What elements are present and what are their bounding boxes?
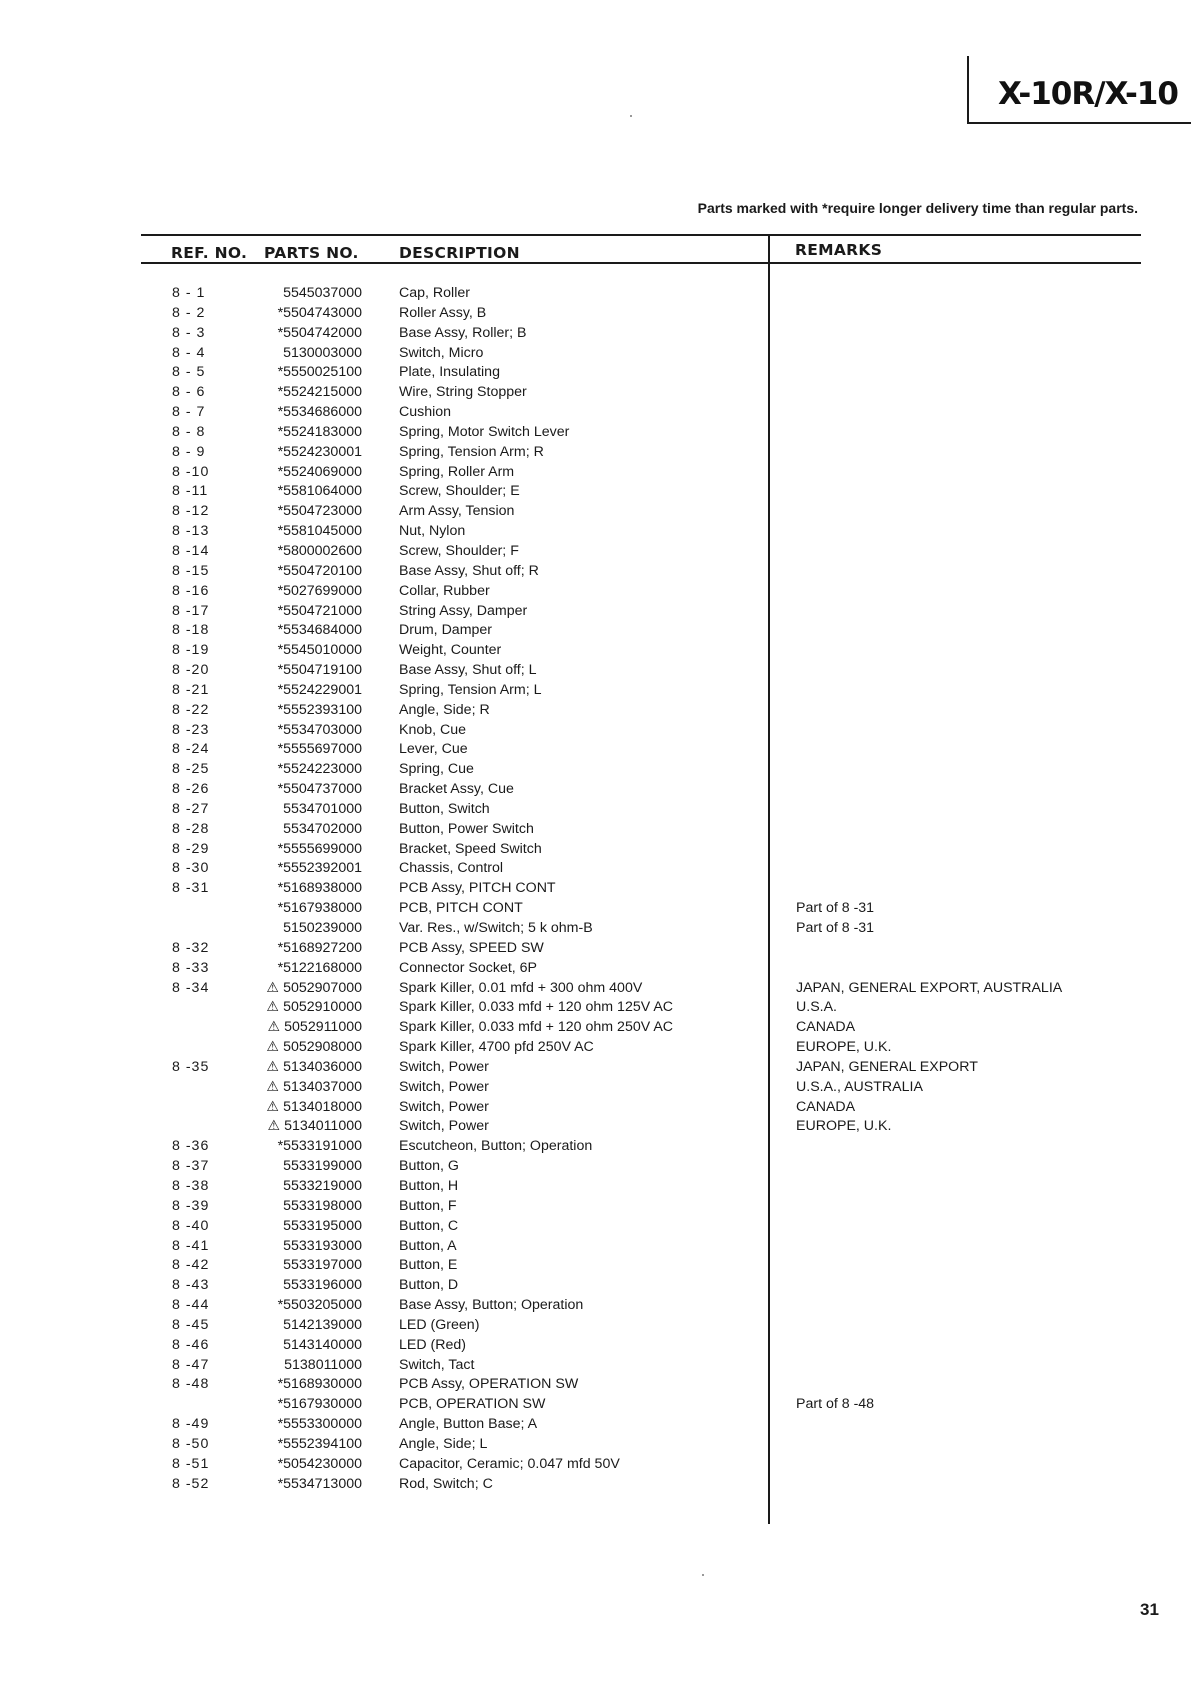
description-cell: Rod, Switch; C: [399, 1475, 493, 1492]
table-row: [0, 423, 1191, 443]
table-row: [0, 1117, 1191, 1137]
parts-no-cell: *5545010000: [277, 642, 362, 659]
ref-no-cell: 8 -37: [172, 1158, 210, 1175]
parts-no-cell: *5800002600: [277, 542, 362, 559]
parts-no-cell: *5167930000: [277, 1396, 362, 1413]
description-cell: Switch, Tact: [399, 1356, 475, 1373]
remarks-cell: JAPAN, GENERAL EXPORT: [796, 1058, 978, 1075]
table-top-rule: [141, 234, 1141, 236]
ref-no-cell: 8 -11: [172, 483, 209, 500]
parts-no-cell: ⚠ 5134037000: [266, 1078, 362, 1095]
description-cell: LED (Red): [399, 1336, 467, 1353]
table-row: [0, 1316, 1191, 1336]
parts-no-cell: 5534701000: [283, 800, 362, 817]
description-cell: Base Assy, Shut off; L: [399, 662, 537, 679]
description-cell: Wire, String Stopper: [399, 384, 527, 401]
ref-no-cell: 8 -52: [172, 1475, 210, 1492]
parts-no-cell: ⚠ 5052910000: [266, 999, 362, 1016]
description-cell: Base Assy, Button; Operation: [399, 1297, 584, 1314]
table-row: [0, 502, 1191, 522]
table-row: [0, 1197, 1191, 1217]
ref-no-cell: 8 -32: [172, 939, 210, 956]
table-row: [0, 363, 1191, 383]
description-cell: PCB Assy, PITCH CONT: [399, 880, 556, 897]
description-cell: Switch, Power: [399, 1058, 489, 1075]
remarks-cell: Part of 8 -31: [796, 920, 875, 936]
table-row: [0, 701, 1191, 721]
parts-no-cell: *5167938000: [277, 900, 362, 917]
ref-no-cell: 8 -36: [172, 1138, 210, 1155]
description-cell: Switch, Power: [399, 1118, 489, 1135]
parts-no-cell: ⚠ 5052908000: [266, 1039, 362, 1056]
parts-no-cell: *5504721000: [277, 602, 362, 619]
table-row: [0, 1455, 1191, 1475]
parts-no-cell: *5504720100: [277, 562, 362, 579]
table-row: [0, 1098, 1191, 1118]
description-cell: Chassis, Control: [399, 860, 504, 877]
table-row: [0, 1237, 1191, 1257]
description-cell: Screw, Shoulder; E: [399, 483, 520, 500]
parts-no-cell: 5533198000: [283, 1197, 362, 1214]
description-cell: Drum, Damper: [399, 622, 493, 639]
table-row: [0, 1137, 1191, 1157]
table-row: [0, 562, 1191, 582]
description-cell: Spring, Motor Switch Lever: [399, 423, 570, 440]
description-cell: LED (Green): [399, 1316, 480, 1333]
description-cell: Button, F: [399, 1197, 457, 1214]
remarks-cell: EUROPE, U.K.: [796, 1118, 892, 1135]
remarks-cell: Part of 8 -48: [796, 1396, 875, 1413]
description-cell: Spring, Roller Arm: [399, 463, 515, 480]
ref-no-cell: 8 - 7: [172, 404, 206, 421]
table-row: [0, 403, 1191, 423]
description-cell: Lever, Cue: [399, 741, 468, 758]
model-title: X-10R/X-10: [998, 76, 1178, 112]
parts-no-cell: *5122168000: [277, 959, 362, 976]
parts-no-cell: *5524183000: [277, 423, 362, 440]
table-row: [0, 840, 1191, 860]
description-cell: Base Assy, Roller; B: [399, 324, 527, 341]
table-row: [0, 641, 1191, 661]
remarks-cell: Part of 8 -31: [796, 900, 875, 917]
page-number: 31: [1140, 1600, 1159, 1619]
ref-no-cell: 8 -33: [172, 959, 210, 976]
parts-no-cell: *5581045000: [277, 523, 362, 540]
table-row: [0, 979, 1191, 999]
ref-no-cell: 8 -21: [172, 681, 210, 698]
ref-no-cell: 8 -22: [172, 701, 210, 718]
ref-no-cell: 8 - 9: [172, 443, 206, 460]
parts-no-cell: *5534703000: [277, 721, 362, 738]
description-cell: PCB Assy, SPEED SW: [399, 939, 544, 956]
ref-no-cell: 8 -25: [172, 761, 210, 778]
description-cell: Spring, Cue: [399, 761, 474, 778]
parts-no-cell: 5533219000: [283, 1177, 362, 1194]
table-row: [0, 1018, 1191, 1038]
table-row: [0, 1177, 1191, 1197]
remarks-cell: U.S.A.: [796, 999, 837, 1016]
ref-no-cell: 8 - 6: [172, 384, 206, 401]
parts-no-cell: 5130003000: [283, 344, 362, 361]
table-row: [0, 780, 1191, 800]
description-cell: Button, Power Switch: [399, 820, 534, 837]
parts-no-cell: ⚠ 5134018000: [266, 1098, 362, 1115]
description-cell: Button, G: [399, 1158, 459, 1175]
remarks-cell: CANADA: [796, 1098, 856, 1115]
ref-no-cell: 8 -50: [172, 1435, 210, 1452]
parts-no-cell: *5504723000: [277, 503, 362, 520]
description-cell: Nut, Nylon: [399, 523, 466, 540]
parts-no-cell: ⚠ 5134036000: [266, 1058, 362, 1075]
ref-no-cell: 8 - 8: [172, 423, 206, 440]
table-row: [0, 681, 1191, 701]
table-row: [0, 721, 1191, 741]
description-cell: Screw, Shoulder; F: [399, 542, 519, 559]
ref-no-cell: 8 - 1: [172, 285, 206, 301]
parts-no-cell: *5552393100: [277, 701, 362, 718]
ref-no-cell: 8 -40: [172, 1217, 210, 1234]
description-cell: Angle, Side; L: [399, 1435, 488, 1452]
description-cell: Bracket Assy, Cue: [399, 781, 514, 798]
parts-no-cell: *5552394100: [277, 1435, 362, 1452]
description-cell: Switch, Power: [399, 1078, 489, 1095]
parts-no-cell: *5533191000: [277, 1138, 362, 1155]
table-row: [0, 1038, 1191, 1058]
ref-no-cell: 8 -10: [172, 463, 210, 480]
ref-no-cell: 8 -34: [172, 979, 210, 996]
parts-no-cell: *5552392001: [277, 860, 362, 877]
table-row: [0, 1256, 1191, 1276]
description-cell: Capacitor, Ceramic; 0.047 mfd 50V: [399, 1455, 620, 1472]
table-row: [0, 939, 1191, 959]
parts-no-cell: *5168927200: [277, 939, 362, 956]
ref-no-cell: 8 - 4: [172, 344, 206, 361]
ref-no-cell: 8 -29: [172, 840, 210, 857]
ref-no-cell: 8 -38: [172, 1177, 210, 1194]
description-cell: PCB, OPERATION SW: [399, 1396, 546, 1413]
description-cell: String Assy, Damper: [399, 602, 528, 619]
ref-no-cell: 8 -48: [172, 1376, 210, 1393]
description-cell: Switch, Micro: [399, 344, 484, 361]
description-cell: Spark Killer, 0.033 mfd + 120 ohm 250V AC: [399, 1019, 674, 1036]
table-row: [0, 582, 1191, 602]
parts-no-cell: *5534686000: [277, 404, 362, 421]
table-row: [0, 1058, 1191, 1078]
header-ref-no: REF. NO.: [171, 244, 248, 262]
parts-no-cell: *5054230000: [277, 1455, 362, 1472]
header-description: DESCRIPTION: [399, 244, 520, 262]
ref-no-cell: 8 -31: [172, 880, 210, 897]
ref-no-cell: 8 -14: [172, 542, 210, 559]
table-row: [0, 542, 1191, 562]
ref-no-cell: 8 -43: [172, 1277, 210, 1294]
description-cell: Connector Socket, 6P: [399, 959, 538, 976]
description-cell: Var. Res., w/Switch; 5 k ohm-B: [399, 920, 593, 936]
description-cell: Weight, Counter: [399, 642, 502, 659]
table-row: [0, 919, 1191, 939]
description-cell: Button, E: [399, 1257, 458, 1274]
parts-no-cell: *5524229001: [277, 681, 362, 698]
ref-no-cell: 8 -16: [172, 582, 210, 599]
parts-no-cell: *5504737000: [277, 781, 362, 798]
description-cell: Spark Killer, 0.033 mfd + 120 ohm 125V AC: [399, 999, 674, 1016]
ref-no-cell: 8 -35: [172, 1058, 210, 1075]
description-cell: Spring, Tension Arm; L: [399, 681, 542, 698]
parts-no-cell: *5553300000: [277, 1416, 362, 1433]
table-row: [0, 1375, 1191, 1395]
ref-no-cell: 8 -20: [172, 662, 210, 679]
table-row: [0, 1415, 1191, 1435]
ref-no-cell: 8 -28: [172, 820, 210, 837]
ref-no-cell: 8 -26: [172, 781, 210, 798]
header-parts-no: PARTS NO.: [264, 244, 359, 262]
parts-no-cell: *5555697000: [277, 741, 362, 758]
description-cell: Angle, Button Base; A: [399, 1416, 538, 1433]
table-row: [0, 1336, 1191, 1356]
ref-no-cell: 8 -19: [172, 642, 210, 659]
scan-speck: [702, 1574, 704, 1576]
table-row: [0, 1475, 1191, 1495]
table-row: [0, 820, 1191, 840]
parts-no-cell: 5142139000: [283, 1316, 362, 1333]
table-row: [0, 1356, 1191, 1376]
parts-no-cell: *5503205000: [277, 1297, 362, 1314]
description-cell: Cushion: [399, 404, 452, 421]
ref-no-cell: 8 -39: [172, 1197, 210, 1214]
ref-no-cell: 8 -27: [172, 800, 210, 817]
parts-no-cell: 5533199000: [283, 1158, 362, 1175]
table-row: [0, 1217, 1191, 1237]
table-row: [0, 899, 1191, 919]
ref-no-cell: 8 -23: [172, 721, 210, 738]
parts-no-cell: *5524223000: [277, 761, 362, 778]
ref-no-cell: 8 -41: [172, 1237, 210, 1254]
description-cell: Switch, Power: [399, 1098, 489, 1115]
description-cell: Button, Switch: [399, 800, 490, 817]
ref-no-cell: 8 -12: [172, 503, 210, 520]
scan-speck: [630, 115, 632, 117]
description-cell: PCB, PITCH CONT: [399, 900, 523, 917]
ref-no-cell: 8 -17: [172, 602, 210, 619]
description-cell: Plate, Insulating: [399, 364, 500, 381]
ref-no-cell: 8 -42: [172, 1257, 210, 1274]
parts-no-cell: *5504719100: [277, 662, 362, 679]
description-cell: Collar, Rubber: [399, 582, 490, 599]
ref-no-cell: 8 -24: [172, 741, 210, 758]
parts-no-cell: 5138011000: [284, 1356, 362, 1373]
table-row: [0, 1157, 1191, 1177]
table-row: [0, 998, 1191, 1018]
parts-no-cell: 5545037000: [283, 285, 362, 301]
parts-no-cell: 5533196000: [283, 1277, 362, 1294]
table-row: [0, 304, 1191, 324]
table-row: [0, 1078, 1191, 1098]
ref-no-cell: 8 -30: [172, 860, 210, 877]
parts-no-cell: *5550025100: [277, 364, 362, 381]
table-row: [0, 661, 1191, 681]
parts-no-cell: *5168930000: [277, 1376, 362, 1393]
ref-no-cell: 8 -44: [172, 1297, 210, 1314]
description-cell: Knob, Cue: [399, 721, 467, 738]
remarks-cell: U.S.A., AUSTRALIA: [796, 1078, 923, 1095]
description-cell: PCB Assy, OPERATION SW: [399, 1376, 579, 1393]
table-row: [0, 621, 1191, 641]
description-cell: Spark Killer, 0.01 mfd + 300 ohm 400V: [399, 979, 643, 996]
header-remarks: REMARKS: [795, 241, 883, 259]
description-cell: Cap, Roller: [399, 285, 470, 301]
description-cell: Button, C: [399, 1217, 459, 1234]
description-cell: Base Assy, Shut off; R: [399, 562, 539, 579]
ref-no-cell: 8 -46: [172, 1336, 210, 1353]
table-row: [0, 482, 1191, 502]
description-cell: Bracket, Speed Switch: [399, 840, 542, 857]
description-cell: Spark Killer, 4700 pfd 250V AC: [399, 1039, 594, 1056]
description-cell: Escutcheon, Button; Operation: [399, 1138, 593, 1155]
parts-no-cell: 5150239000: [283, 920, 362, 936]
table-row: [0, 324, 1191, 344]
ref-no-cell: 8 -51: [172, 1455, 210, 1472]
parts-no-cell: ⚠ 5052907000: [266, 979, 362, 996]
parts-no-cell: *5581064000: [277, 483, 362, 500]
parts-no-cell: *5504742000: [277, 324, 362, 341]
description-cell: Button, D: [399, 1277, 459, 1294]
parts-no-cell: ⚠ 5052911000: [267, 1019, 362, 1036]
ref-no-cell: 8 -13: [172, 523, 210, 540]
parts-no-cell: *5168938000: [277, 880, 362, 897]
table-row: [0, 284, 1191, 304]
ref-no-cell: 8 -45: [172, 1316, 210, 1333]
parts-no-cell: *5534713000: [277, 1475, 362, 1492]
parts-no-cell: *5524215000: [277, 384, 362, 401]
table-row: [0, 740, 1191, 760]
table-row: [0, 522, 1191, 542]
parts-no-cell: *5555699000: [277, 840, 362, 857]
parts-no-cell: *5524230001: [277, 443, 362, 460]
parts-no-cell: 5143140000: [283, 1336, 362, 1353]
parts-no-cell: *5027699000: [277, 582, 362, 599]
ref-no-cell: 8 - 3: [172, 324, 206, 341]
parts-no-cell: 5533197000: [283, 1257, 362, 1274]
parts-no-cell: *5524069000: [277, 463, 362, 480]
table-row: [0, 1296, 1191, 1316]
remarks-cell: CANADA: [796, 1019, 856, 1036]
table-row: [0, 959, 1191, 979]
description-cell: Spring, Tension Arm; R: [399, 443, 544, 460]
description-cell: Button, H: [399, 1177, 459, 1194]
table-row: [0, 443, 1191, 463]
parts-no-cell: *5534684000: [277, 622, 362, 639]
parts-no-cell: 5534702000: [283, 820, 362, 837]
table-row: [0, 383, 1191, 403]
table-row: [0, 760, 1191, 780]
table-row: [0, 879, 1191, 899]
ref-no-cell: 8 -15: [172, 562, 210, 579]
parts-table-body: [0, 284, 1191, 1494]
parts-no-cell: *5504743000: [277, 304, 362, 321]
ref-no-cell: 8 -47: [172, 1356, 210, 1373]
table-row: [0, 463, 1191, 483]
table-row: [0, 1276, 1191, 1296]
table-row: [0, 1395, 1191, 1415]
ref-no-cell: 8 - 5: [172, 364, 206, 381]
delivery-notice: Parts marked with *require longer delivery time than regular parts.: [697, 200, 1138, 216]
description-cell: Roller Assy, B: [399, 304, 487, 321]
remarks-cell: EUROPE, U.K.: [796, 1039, 892, 1056]
parts-no-cell: 5533193000: [283, 1237, 362, 1254]
table-header-rule: [141, 262, 1141, 264]
parts-no-cell: ⚠ 5134011000: [267, 1118, 362, 1135]
description-cell: Button, A: [399, 1237, 457, 1254]
table-row: [0, 344, 1191, 364]
ref-no-cell: 8 -18: [172, 622, 210, 639]
description-cell: Angle, Side; R: [399, 701, 490, 718]
remarks-cell: JAPAN, GENERAL EXPORT, AUSTRALIA: [796, 979, 1063, 996]
ref-no-cell: 8 - 2: [172, 304, 206, 321]
description-cell: Arm Assy, Tension: [399, 503, 515, 520]
ref-no-cell: 8 -49: [172, 1416, 210, 1433]
table-row: [0, 800, 1191, 820]
parts-no-cell: 5533195000: [283, 1217, 362, 1234]
table-row: [0, 1435, 1191, 1455]
table-row: [0, 602, 1191, 622]
table-row: [0, 859, 1191, 879]
